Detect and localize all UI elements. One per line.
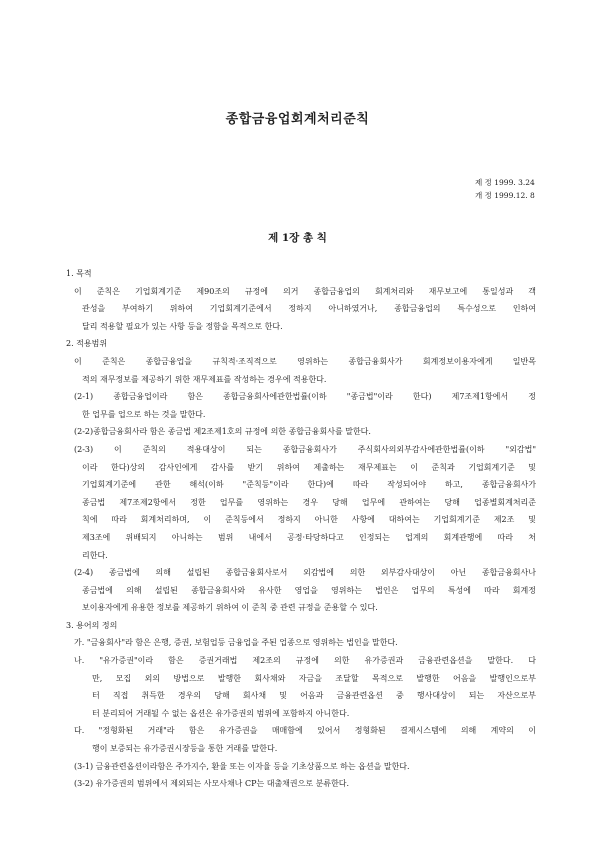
paragraph-line: 제3조에 위배되지 아니하는 범위 내에서 공정·타당하다고 인정되는 업계의 회계관행에 따라 처: [82, 532, 536, 542]
paragraph-line: (2-3) 이 준칙의 적용대상이 되는 종합금융회사가 주식회사의외부감사에관한법률(이하 "외감법": [74, 444, 536, 454]
section-heading: 2. 적용범위: [66, 339, 108, 349]
paragraph-line: 이 준칙은 종합금융업을 규칙적·조직적으로 영위하는 종합금융회사가 회계정보이용자에게 일반목: [74, 356, 536, 366]
paragraph-line: 이 준칙은 기업회계기준 제90조의 규정에 의거 종합금융업의 회계처리와 재무보고에 통일성과 객: [74, 286, 536, 296]
paragraph-line: (3-2) 유가증권의 범위에서 제외되는 사모사채나 CP는 대출채권으로 분류한다.: [74, 779, 350, 789]
paragraph-line: 종금법에 의해 설립된 종합금융회사와 유사한 영업을 영위하는 법인은 업무의 특성에 따라 회계정: [82, 585, 536, 595]
paragraph-line: (2-4) 종금법에 의해 설립된 종합금융회사로서 외감법에 의한 외부감사대상이 아닌 종합금융회사나: [74, 568, 536, 578]
paragraph-line: 칙에 따라 회계처리하며, 이 준칙등에서 정하지 아니한 사항에 대하여는 기업회계기준 제2조 및: [82, 515, 536, 525]
paragraph-line: 관성을 부여하기 위하여 기업회계기준에서 정하지 아니하였거나, 종합금융업의 특수성으로 인하여: [82, 304, 536, 314]
paragraph-line: 보이용자에게 유용한 정보를 제공하기 위하여 이 준칙 중 관련 규정을 준용할 수 있다.: [82, 603, 378, 613]
section-heading: 1. 목적: [66, 269, 92, 278]
paragraph-line: 행이 보증되는 유가증권시장등을 통한 거래를 말한다.: [92, 744, 278, 754]
paragraph-line: 만, 모집 외의 방법으로 발행한 회사채와 자금을 조달할 목적으로 발행한 어음을 발행인으로부: [92, 673, 536, 683]
paragraph-line: 가. "금융회사"라 함은 은행, 증권, 보험업등 금융업을 주된 업종으로 영위하는 법인을 말한다.: [74, 638, 398, 648]
revised-date: 개 정 1999.12. 8: [475, 191, 535, 200]
section-heading: 3. 용어의 정의: [66, 620, 118, 630]
document-body: [66, 265, 536, 793]
paragraph-line: 달리 적용할 필요가 있는 사항 등을 정함을 목적으로 한다.: [82, 321, 283, 331]
paragraph-line: 나. "유가증권"이라 함은 증권거래법 제2조의 규정에 의한 유가증권과 금융관련옵션을 말한다. 다: [74, 656, 536, 666]
paragraph-line: (2-2)종합금융회사라 함은 종금법 제2조제1호의 규정에 의한 종합금융회사를 말한다.: [74, 427, 371, 437]
paragraph-line: 터 직접 취득한 경우의 당해 회사채 및 어음과 금융관련옵션 중 행사대상이 되는 자산으로부: [92, 691, 536, 701]
paragraph-line: 터 분리되어 거래될 수 없는 옵션은 유가증권의 범위에 포함하지 아니한다.: [92, 708, 350, 718]
enacted-date: 제 정 1999. 3.24: [475, 178, 535, 187]
paragraph-line: 리한다.: [82, 550, 108, 560]
paragraph-line: (3-1) 금융관련옵션이라함은 주가지수, 환율 또는 이자율 등을 기초상품으로 하는 옵션을 말한다.: [74, 761, 410, 771]
paragraph-line: 한 업무를 업으로 하는 것을 말한다.: [82, 409, 206, 419]
paragraph-line: (2-1) 종합금융업이라 함은 종합금융회사에관한법률(이하 "종금법"이라 한다) 제7조제1항에서 정: [74, 392, 536, 402]
chapter-heading: 제 1장 총 칙: [268, 232, 327, 244]
page-title: 종합금융업회계처리준칙: [225, 112, 370, 127]
paragraph-line: 적의 재무정보를 제공하기 위한 재무제표를 작성하는 경우에 적용한다.: [82, 374, 327, 384]
paragraph-line: 다. "정형화된 거래"라 함은 유가증권을 매매함에 있어서 정형화된 결제시스템에 의해 계약의 이: [74, 726, 536, 736]
paragraph-line: 기업회계기준에 관한 해석(이하 "준칙등"이라 한다)에 따라 작성되어야 하고, 종합금융회사가: [82, 480, 536, 490]
enactment-dates: [475, 176, 555, 202]
paragraph-line: 종금법 제7조제2항에서 정한 업무를 영위하는 경우 당해 업무에 관하여는 당해 업종별회계처리준: [82, 497, 536, 507]
paragraph-line: 이라 한다)상의 감사인에게 감사를 받기 위하여 제출하는 재무제표는 이 준칙과 기업회계기준 및: [82, 462, 536, 472]
